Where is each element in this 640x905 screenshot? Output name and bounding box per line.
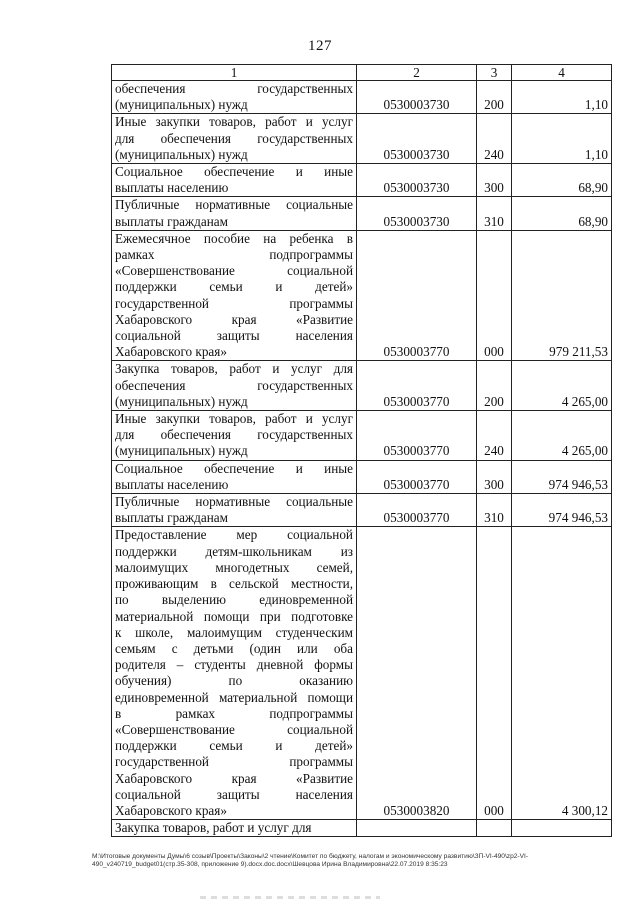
page-number: 127 bbox=[308, 38, 332, 54]
amount-cell: 1,10 bbox=[512, 81, 612, 114]
amount-cell: 1,10 bbox=[512, 114, 612, 164]
expense-type-cell: 000 bbox=[477, 230, 512, 361]
expense-name-line: (муниципальных) нужд bbox=[115, 146, 248, 162]
amount-cell: 979 211,53 bbox=[512, 230, 612, 361]
table-row bbox=[112, 361, 612, 411]
amount-cell: 68,90 bbox=[512, 164, 612, 197]
table-row bbox=[112, 164, 612, 197]
table-row bbox=[112, 527, 612, 820]
expense-name-line: государственной программы bbox=[115, 295, 353, 311]
expense-name-line: социальной защиты населения bbox=[115, 328, 353, 344]
expense-type-cell bbox=[477, 820, 512, 837]
expense-name-line: Социальное обеспечение и иные bbox=[115, 164, 353, 180]
amount-cell: 974 946,53 bbox=[512, 494, 612, 527]
amount-cell: 4 265,00 bbox=[512, 411, 612, 461]
expense-name-line: к школе, малоимущим студенческим bbox=[115, 624, 353, 640]
file-path-footer bbox=[92, 853, 622, 870]
expense-name-line: обеспечения государственных bbox=[115, 81, 353, 96]
expense-name-line: единовременной материальной помощи bbox=[115, 689, 353, 705]
expense-type-cell: 300 bbox=[477, 460, 512, 493]
expense-name-line: Хабаровского края «Развитие bbox=[115, 770, 353, 786]
table-row bbox=[112, 197, 612, 230]
table-row bbox=[112, 114, 612, 164]
expense-name-line: Предоставление мер социальной bbox=[115, 527, 353, 543]
expense-name-line: (муниципальных) нужд bbox=[115, 97, 248, 113]
column-header-4: 4 bbox=[512, 65, 612, 81]
expense-name-cell bbox=[112, 460, 357, 493]
expense-name-cell bbox=[112, 494, 357, 527]
expense-name-line: выплаты населению bbox=[115, 180, 229, 196]
expense-type-cell: 200 bbox=[477, 81, 512, 114]
column-header-1: 1 bbox=[112, 65, 357, 81]
target-code-cell: 0530003770 bbox=[357, 230, 477, 361]
expense-name-line: Закупка товаров, работ и услуг для bbox=[115, 361, 353, 377]
expense-type-cell: 310 bbox=[477, 197, 512, 230]
expense-name-line: для обеспечения государственных bbox=[115, 130, 353, 146]
expense-name-line: Закупка товаров, работ и услуг для bbox=[115, 820, 312, 836]
footer-line-1: M:\Итоговые документы Думы\6 созыв\Проекты\Законы\2 чтение\Комитет по бюджету, налогам и экономическому развитию\ЗП-VI-490\zp2-VI- bbox=[92, 853, 529, 860]
expense-type-cell: 000 bbox=[477, 527, 512, 820]
target-code-cell: 0530003770 bbox=[357, 494, 477, 527]
expense-type-cell: 200 bbox=[477, 361, 512, 411]
expense-name-cell bbox=[112, 361, 357, 411]
expense-name-line: «Совершенствование социальной bbox=[115, 721, 353, 737]
expense-name-cell bbox=[112, 230, 357, 361]
table-row bbox=[112, 494, 612, 527]
amount-cell bbox=[512, 820, 612, 837]
target-code-cell: 0530003730 bbox=[357, 197, 477, 230]
expense-name-line: малоимущих многодетных семей, bbox=[115, 559, 353, 575]
expense-name-line: выплаты населению bbox=[115, 476, 229, 492]
expense-name-line: Иные закупки товаров, работ и услуг bbox=[115, 114, 353, 130]
expense-name-line: Ежемесячное пособие на ребенка в bbox=[115, 230, 353, 246]
expense-name-line: выплаты гражданам bbox=[115, 510, 228, 526]
expense-name-line: по выделению единовременной bbox=[115, 592, 353, 608]
expense-name-line: проживающим в сельской местности, bbox=[115, 576, 353, 592]
expense-type-cell: 240 bbox=[477, 114, 512, 164]
expense-name-line: семьям с детьми (один или оба bbox=[115, 640, 353, 656]
amount-cell: 4 300,12 bbox=[512, 527, 612, 820]
expense-name-line: Публичные нормативные социальные bbox=[115, 197, 353, 213]
expense-type-cell: 300 bbox=[477, 164, 512, 197]
expense-name-cell bbox=[112, 527, 357, 820]
expense-type-cell: 240 bbox=[477, 411, 512, 461]
expense-name-line: Иные закупки товаров, работ и услуг bbox=[115, 411, 353, 427]
expense-name-line: государственной программы bbox=[115, 754, 353, 770]
expense-name-cell bbox=[112, 197, 357, 230]
expense-name-line: Социальное обеспечение и иные bbox=[115, 460, 353, 476]
footer-line-2: 490_v240719_budget01(стр.35-308, приложение 9).docx.doc.docx\Шевцова Ирина Владимировна\22.07.2019 8:35:23 bbox=[92, 861, 448, 869]
table-row bbox=[112, 81, 612, 114]
expense-name-line: (муниципальных) нужд bbox=[115, 443, 248, 459]
target-code-cell bbox=[357, 820, 477, 837]
table-row bbox=[112, 411, 612, 461]
target-code-cell: 0530003770 bbox=[357, 460, 477, 493]
expense-name-cell bbox=[112, 164, 357, 197]
table-row bbox=[112, 230, 612, 361]
expense-name-line: материальной помощи при подготовке bbox=[115, 608, 353, 624]
expense-name-line: обучения) по оказанию bbox=[115, 673, 353, 689]
amount-cell: 68,90 bbox=[512, 197, 612, 230]
expense-name-line: «Совершенствование социальной bbox=[115, 263, 353, 279]
expense-name-line: родителя – студенты дневной формы bbox=[115, 657, 353, 673]
target-code-cell: 0530003730 bbox=[357, 114, 477, 164]
expense-name-line: Публичные нормативные социальные bbox=[115, 494, 353, 510]
column-header-3: 3 bbox=[477, 65, 512, 81]
amount-cell: 4 265,00 bbox=[512, 361, 612, 411]
expense-name-cell bbox=[112, 411, 357, 461]
expense-name-line: обеспечения государственных bbox=[115, 377, 353, 393]
expense-name-line: рамках подпрограммы bbox=[115, 247, 353, 263]
target-code-cell: 0530003730 bbox=[357, 81, 477, 114]
expense-name-cell bbox=[112, 81, 357, 114]
budget-table bbox=[111, 64, 612, 837]
expense-name-line: в рамках подпрограммы bbox=[115, 705, 353, 721]
target-code-cell: 0530003770 bbox=[357, 411, 477, 461]
expense-name-cell bbox=[112, 114, 357, 164]
target-code-cell: 0530003770 bbox=[357, 361, 477, 411]
expense-name-line: поддержки детям-школьникам из bbox=[115, 543, 353, 559]
expense-name-line: поддержки семьи и детей» bbox=[115, 738, 353, 754]
table-row bbox=[112, 460, 612, 493]
expense-name-line: Хабаровского края» bbox=[115, 802, 227, 818]
table-header-row bbox=[112, 65, 612, 81]
expense-name-line: поддержки семьи и детей» bbox=[115, 279, 353, 295]
scan-artifact bbox=[200, 896, 380, 899]
amount-cell: 974 946,53 bbox=[512, 460, 612, 493]
expense-name-line: для обеспечения государственных bbox=[115, 427, 353, 443]
expense-name-line: Хабаровского края» bbox=[115, 344, 227, 360]
expense-name-line: Хабаровского края «Развитие bbox=[115, 311, 353, 327]
expense-type-cell: 310 bbox=[477, 494, 512, 527]
table-row bbox=[112, 820, 612, 837]
target-code-cell: 0530003820 bbox=[357, 527, 477, 820]
expense-name-line: выплаты гражданам bbox=[115, 213, 228, 229]
expense-name-line: социальной защиты населения bbox=[115, 786, 353, 802]
expense-name-line: (муниципальных) нужд bbox=[115, 393, 248, 409]
target-code-cell: 0530003730 bbox=[357, 164, 477, 197]
column-header-2: 2 bbox=[357, 65, 477, 81]
expense-name-cell bbox=[112, 820, 357, 837]
